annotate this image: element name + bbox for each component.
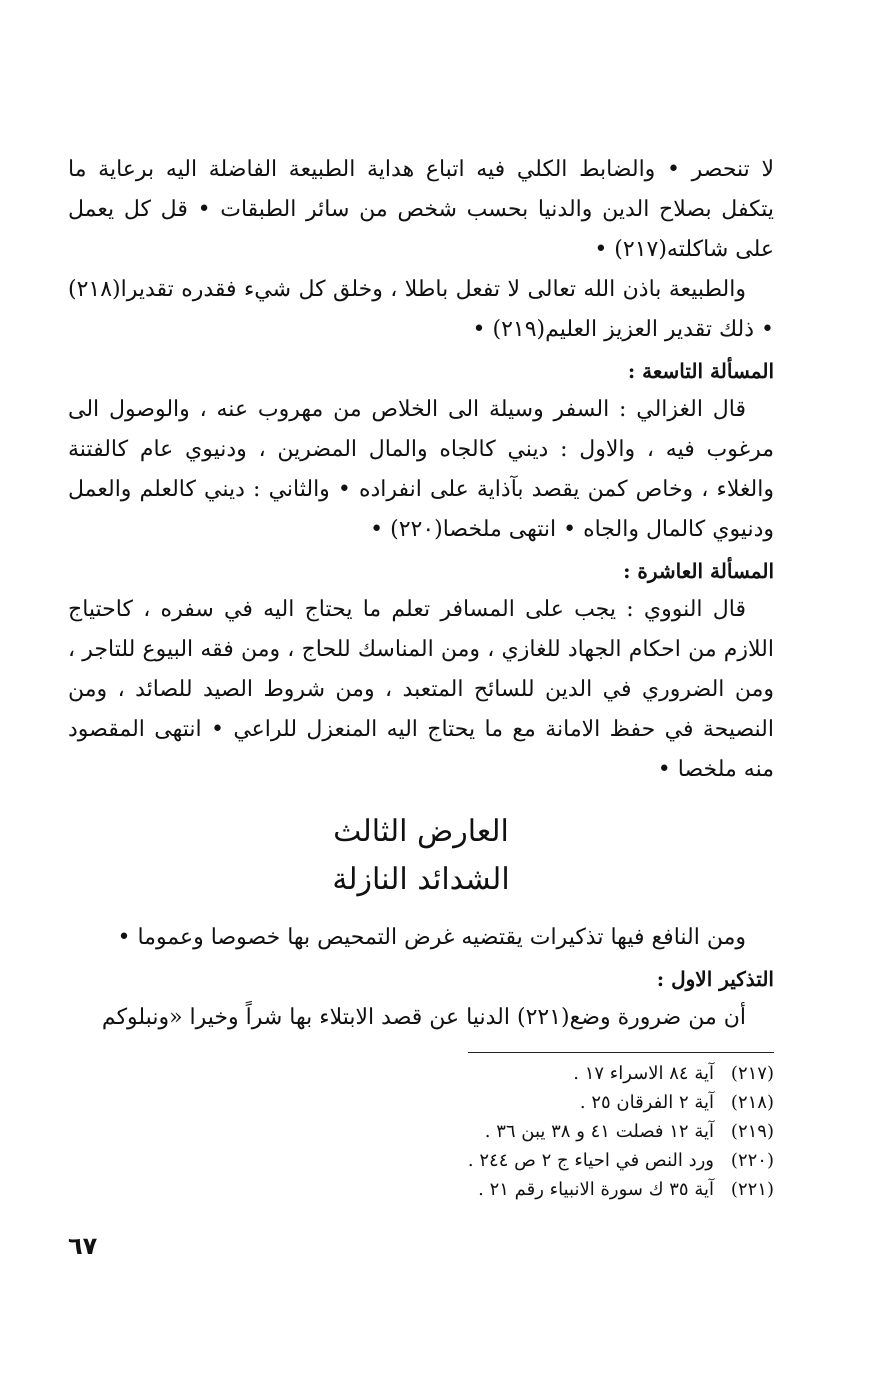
chapter-title: العارض الثالث bbox=[333, 814, 509, 849]
footnote bbox=[68, 1146, 774, 1175]
chapter-subtitle: الشدائد النازلة bbox=[332, 862, 510, 897]
footnote-text: آية ٨٤ الاسراء ١٧ . bbox=[573, 1063, 714, 1084]
footnote bbox=[68, 1175, 774, 1204]
footnote-number: (٢١٨) bbox=[730, 1092, 774, 1113]
section-heading-ninth: المسألة التاسعة : bbox=[627, 359, 774, 383]
footnotes-list bbox=[68, 1059, 774, 1204]
paragraph-2: والطبيعة باذن الله تعالى لا تفعل باطلا ، وخلق كل شيء فقدره تقديرا(٢١٨) • ذلك تقدير العزيز العليم(٢١٩) • bbox=[68, 277, 774, 342]
paragraph-5: ومن النافع فيها تذكيرات يقتضيه غرض التمحيص بها خصوصا وعموما • bbox=[117, 925, 746, 950]
paragraph-6: أن من ضرورة وضع(٢٢١) الدنيا عن قصد الابتلاء بها شراً وخيرا «ونبلوكم bbox=[101, 1005, 746, 1030]
footnote bbox=[68, 1059, 774, 1088]
page-body bbox=[68, 150, 774, 1204]
footnote-number: (٢٢٠) bbox=[730, 1150, 774, 1171]
footnote-text: آية ١٢ فصلت ٤١ و ٣٨ يبن ٣٦ . bbox=[484, 1121, 714, 1142]
footnote bbox=[68, 1088, 774, 1117]
page-number: ٦٧ bbox=[68, 1232, 98, 1260]
footnote-text: آية ٢ الفرقان ٢٥ . bbox=[579, 1092, 714, 1113]
paragraph-4: قال النووي : يجب على المسافر تعلم ما يحتاج اليه في سفره ، كاحتياج اللازم من احكام الجهاد للغازي ، ومن المناسك للحاج ، ومن فقه البيوع للتاجر ، ومن الضروري في الدين للسائح المتعبد ، ومن شروط الصيد للصائد ، ومن النصيحة في حفظ الامانة مع ما يحتاج اليه المنعزل للراعي • انتهى المقصود منه ملخصا • bbox=[68, 597, 774, 782]
footnote bbox=[68, 1117, 774, 1146]
footnote-number: (٢٢١) bbox=[730, 1179, 774, 1200]
footnote-separator bbox=[468, 1052, 774, 1053]
section-heading-first-reminder: التذكير الاول : bbox=[656, 967, 774, 991]
paragraph-1: لا تنحصر • والضابط الكلي فيه اتباع هداية الطبيعة الفاضلة اليه برعاية ما يتكفل بصلاح الدين والدنيا بحسب شخص من سائر الطبقات • قل كل يعمل على شاكلته(٢١٧) • bbox=[68, 157, 774, 262]
footnote-text: آية ٣٥ ك سورة الانبياء رقم ٢١ . bbox=[478, 1179, 714, 1200]
footnote-number: (٢١٧) bbox=[730, 1063, 774, 1084]
section-heading-tenth: المسألة العاشرة : bbox=[623, 559, 774, 583]
footnote-number: (٢١٩) bbox=[730, 1121, 774, 1142]
paragraph-3: قال الغزالي : السفر وسيلة الى الخلاص من مهروب عنه ، والوصول الى مرغوب فيه ، والاول : ديني كالجاه والمال المضرين ، ودنيوي عام كالفتنة والغلاء ، وخاص كمن يقصد بآذاية على انفراده • والثاني : ديني كالعلم والعمل ودنيوي كالمال والجاه • انتهى ملخصا(٢٢٠) • bbox=[68, 397, 774, 542]
footnote-text: ورد النص في احياء ج ٢ ص ٢٤٤ . bbox=[467, 1150, 714, 1171]
